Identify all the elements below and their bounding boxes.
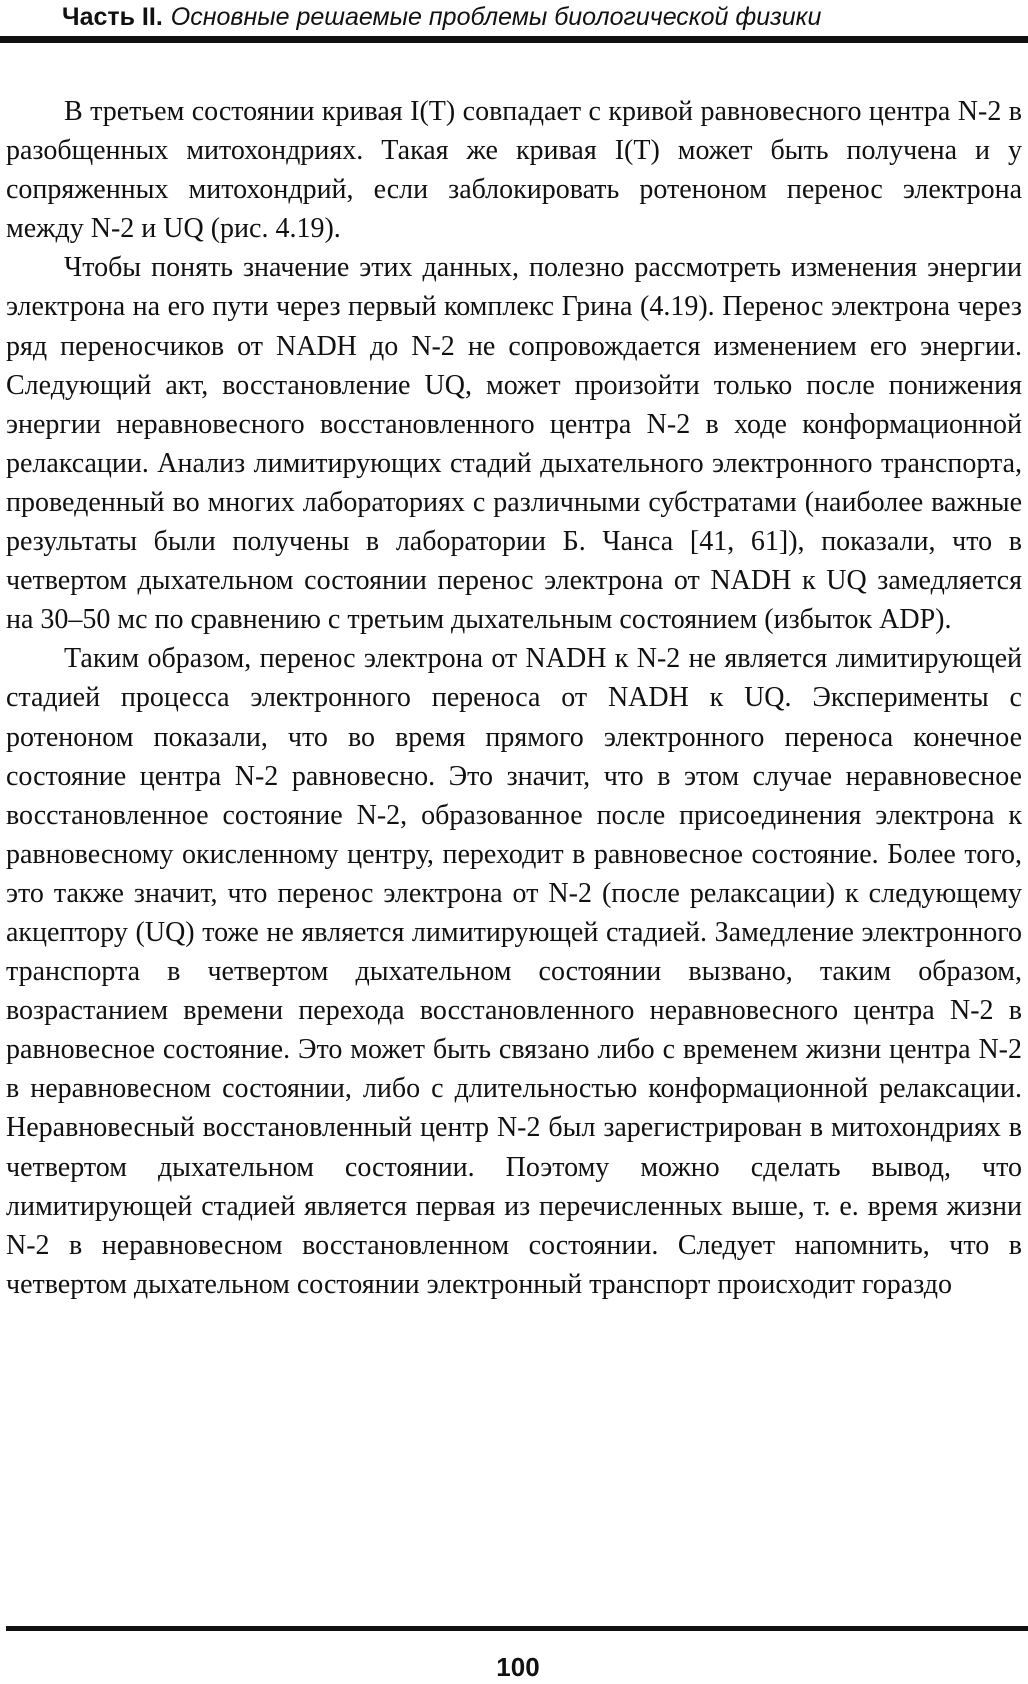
paragraph-2: Чтобы понять значение этих данных, полезно рассмотреть изменения энергии электрона на его пути через первый комплекс Грина (4.19). Перенос электрона через ряд переносчиков от NADH до N-2 не сопровождается изменением его энергии. Следующий акт, восстановление UQ, может произойти только после понижения энергии неравновесного восстановленного центра N-2 в ходе конформационной релаксации. Анализ лимитирующих стадий дыхательного электронного транспорта, проведенный во многих лабораториях с различными субстратами (наиболее важные результаты были получены в лаборатории Б. Чанса [41, 61]), показали, что в четвертом дыхательном состоянии перенос электрона от NADH к UQ замедляется на 30–50 мс по сравнению с третьим дыхательным состоянием (избыток ADP). (6, 252, 1022, 636)
page-number-value: 100 (496, 1652, 540, 1682)
footer-rule (6, 1626, 1028, 1631)
running-header (0, 2, 1028, 32)
paragraph-1: В третьем состоянии кривая I(T) совпадает с кривой равновесного центра N-2 в разобщенных митохондриях. Такая же кривая I(T) может быть получена и у сопряженных митохондрий, если заблокировать ротеноном перенос электрона между N-2 и UQ (рис. 4.19). (6, 96, 1022, 245)
body-text (6, 92, 1022, 1304)
header-chapter-title: Основные решаемые проблемы биологической физики (170, 3, 822, 31)
header-rule (0, 36, 1028, 43)
paragraph-3: Таким образом, перенос электрона от NADH к N-2 не является лимитирующей стадией процесса электронного переноса от NADH к UQ. Эксперименты с ротеноном показали, что во время прямого электронного переноса конечное состояние центра N-2 равновесно. Это значит, что в этом случае неравновесное восстановленное состояние N-2, образованное после присоединения электрона к равновесному окисленному центру, переходит в равновесное состояние. Более того, это также значит, что перенос электрона от N-2 (после релаксации) к следующему акцептору (UQ) тоже не является лимитирующей стадией. Замедление электронного транспорта в четвертом дыхательном состоянии вызвано, таким образом, возрастанием времени перехода восстановленного неравновесного центра N-2 в равновесное состояние. Это может быть связано либо с временем жизни центра N-2 в неравновесном состоянии, либо с длительностью конформационной релаксации. Неравновесный восстановленный центр N-2 был зарегистрирован в митохондриях в четвертом дыхательном состоянии. Поэтому можно сделать вывод, что лимитирующей стадией является первая из перечисленных выше, т. е. время жизни N-2 в неравновесном восстановленном состоянии. Следует напомнить, что в четвертом дыхательном состоянии электронный транспорт происходит гораздо (6, 643, 1022, 1300)
page-number (0, 1652, 1028, 1682)
header-part-label: Часть II. (62, 3, 163, 31)
